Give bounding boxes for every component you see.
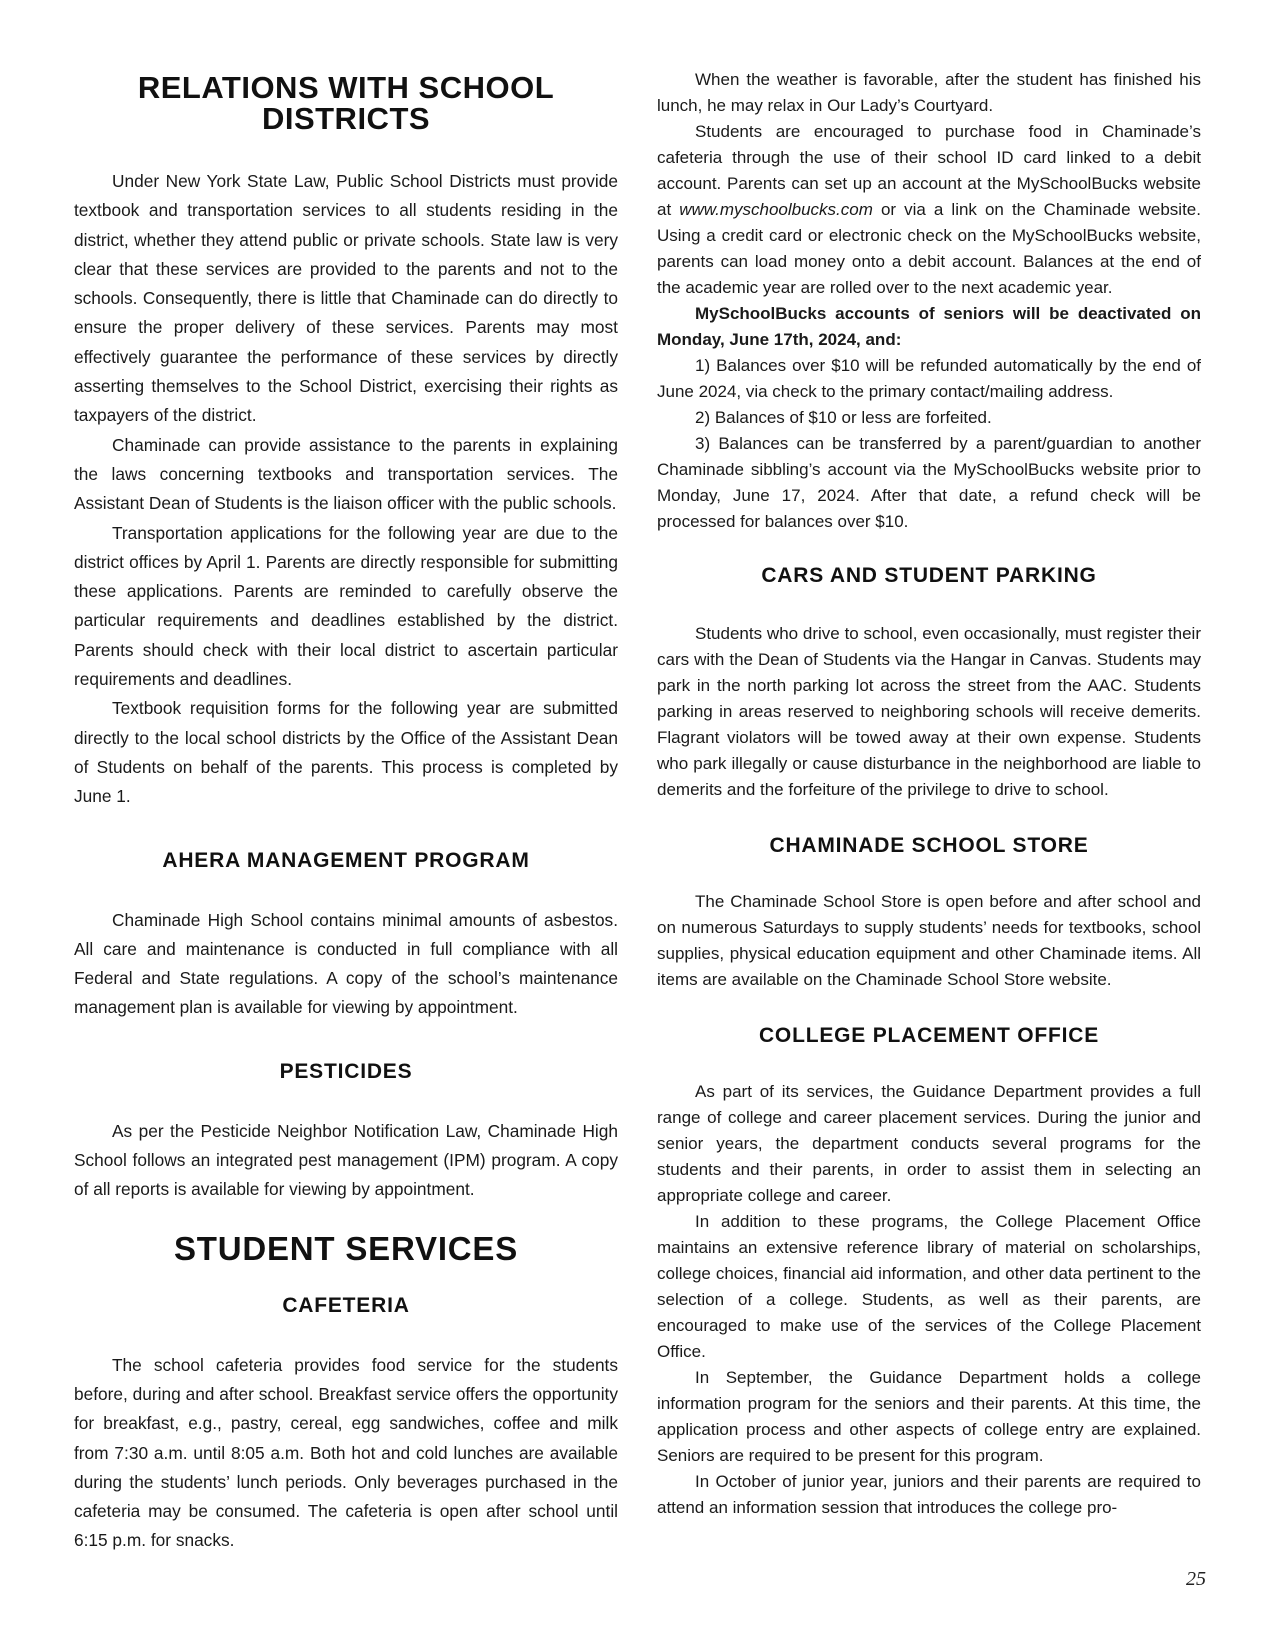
left-column	[74, 0, 618, 1556]
balance-item: 1) Balances over $10 will be refunded automatically by the end of June 2024, via check to the primary contact/mailing address.	[657, 356, 1201, 401]
debit-account-paragraph	[657, 119, 1201, 301]
cafeteria-paragraph: The school cafeteria provides food service for the students before, during and after school. Breakfast service offers the opportunity for breakfast, e.g., pastry, cereal, egg sandwiches, coffee and milk from 7:30 a.m. until 8:05 a.m. Both hot and cold lunches are available during the students’ lunch periods. Only beverages purchased in the cafeteria may be consumed. The cafeteria is open after school until 6:15 p.m. for snacks.	[74, 1354, 618, 1551]
balance-item: 3) Balances can be transferred by a parent/guardian to another Chaminade sibbling’s account via the MySchoolBucks website prior to Monday, June 17, 2024. After that date, a refund check will be processed for balances over $10.	[657, 434, 1201, 531]
page-number: 25	[1186, 1568, 1206, 1590]
parking-heading: CARS AND STUDENT PARKING	[761, 564, 1097, 587]
college-heading: COLLEGE PLACEMENT OFFICE	[758, 1024, 1100, 1047]
ahera-heading: AHERA MANAGEMENT PROGRAM	[162, 848, 530, 872]
relations-paragraph: Textbook requisition forms for the following year are submitted directly to the local school districts by the Office of the Assistant Dean of Students on behalf of the parents. This process is completed by June 1.	[74, 698, 618, 807]
college-paragraph: In October of junior year, juniors and their parents are required to attend an information session that introduces the college pro-	[657, 1472, 1201, 1517]
college-paragraph: In addition to these programs, the College Placement Office maintains an extensive reference library of material on scholarships, college choices, financial aid information, and other data pertinent to the selection of a college. Students, as well as their parents, are encouraged to make use of the services of the College Placement Office.	[657, 1212, 1201, 1361]
relations-title: RELATIONS WITH SCHOOL DISTRICTS	[137, 70, 555, 136]
relations-paragraph: Chaminade can provide assistance to the parents in explaining the laws concerning textbooks and transportation services. The Assistant Dean of Students is the liaison officer with the public schools.	[74, 434, 618, 514]
store-heading: CHAMINADE SCHOOL STORE	[769, 834, 1089, 857]
deactivation-notice: MySchoolBucks accounts of seniors will be deactivated on Monday, June 17th, 2024, and:	[657, 304, 1201, 349]
pesticides-heading: PESTICIDES	[279, 1059, 413, 1083]
debit-text-start: Students are encouraged to purchase food in Chaminade’s cafeteria through the use of their school ID card linked to a debit account. Parents can set up an account at the MySchoolBucks website at	[657, 122, 1201, 219]
store-paragraph: The Chaminade School Store is open before and after school and on numerous Saturdays to supply students’ needs for textbooks, school supplies, physical education equipment and other Chaminade items. All items are available on the Chaminade School Store website.	[657, 892, 1201, 989]
right-column	[657, 0, 1201, 1521]
weather-paragraph: When the weather is favorable, after the student has finished his lunch, he may relax in Our Lady’s Courtyard.	[657, 70, 1201, 115]
relations-paragraph: Transportation applications for the following year are due to the district offices by April 1. Parents are directly responsible for submitting these applications. Parents are reminded to carefully observe the particular requirements and deadlines established by the district. Parents should check with their local district to ascertain particular requirements and deadlines.	[74, 522, 618, 690]
ahera-paragraph: Chaminade High School contains minimal amounts of asbestos. All care and maintenance is conducted in full compliance with all Federal and State regulations. A copy of the school’s maintenance management plan is available for viewing by appointment.	[74, 909, 618, 1018]
college-paragraph: As part of its services, the Guidance Department provides a full range of college and career placement services. During the junior and senior years, the department conducts several programs for the students and their parents, in order to assist them in selecting an appropriate college and career.	[657, 1082, 1201, 1205]
myschoolbucks-url: www.myschoolbucks.com	[679, 200, 873, 219]
balance-item: 2) Balances of $10 or less are forfeited.	[695, 408, 992, 427]
cafeteria-heading: CAFETERIA	[282, 1293, 410, 1317]
student-services-title: STUDENT SERVICES	[173, 1229, 519, 1267]
relations-paragraph: Under New York State Law, Public School Districts must provide textbook and transportation services to all students residing in the district, whether they attend public or private schools. State law is very clear that these services are provided to the parents and not to the schools. Consequently, there is little that Chaminade can do directly to ensure the proper delivery of these services. Parents may most effectively guarantee the performance of these services by directly asserting themselves to the School District, exercising their rights as taxpayers of the district.	[74, 171, 618, 426]
parking-paragraph: Students who drive to school, even occasionally, must register their cars with the Dean of Students via the Hangar in Canvas. Students may park in the north parking lot across the street from the AAC. Students parking in areas reserved to neighboring schools will receive demerits. Flagrant violators will be towed away at their own expense. Students who park illegally or cause disturbance in the neighborhood are liable to demerits and the forfeiture of the privilege to drive to school.	[657, 624, 1201, 799]
pesticides-paragraph: As per the Pesticide Neighbor Notification Law, Chaminade High School follows an integrated pest management (IPM) program. A copy of all reports is available for viewing by appointment.	[74, 1120, 618, 1200]
college-paragraph: In September, the Guidance Department holds a college information program for the seniors and their parents. At this time, the application process and other aspects of college entry are explained. Seniors are required to be present for this program.	[657, 1368, 1201, 1465]
debit-text-end: or via a link on the Chaminade website. Using a credit card or electronic check on the MySchoolBucks website, parents can load money onto a debit account. Balances at the end of the academic year are rolled over to the next academic year.	[657, 200, 1201, 297]
